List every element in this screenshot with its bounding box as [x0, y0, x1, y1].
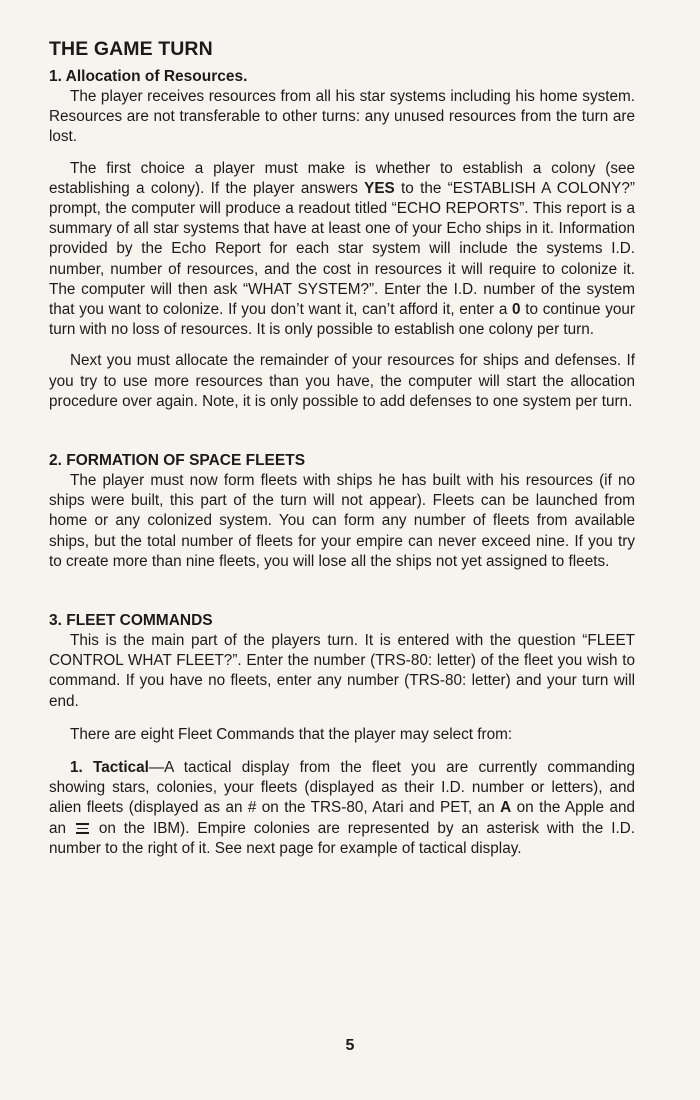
section-heading-commands: 3. FLEET COMMANDS	[49, 612, 213, 630]
tactical-paragraph	[49, 758, 635, 859]
tactical-part-a: —A tactical display from the fleet you are currently commanding showing stars, colonies, your fleets (displayed as their I.D. number or letters), and alien fleets (displayed as an # on the TRS-80, Atari and PET, an	[49, 759, 636, 817]
allocation-p2-part-b: to the “ESTABLISH A COLONY?” prompt, the computer will produce a readout titled “ECHO REPORTS”. This report is a summary of all star systems that have at least one of your Echo ships in it. Information provided by the Echo Report for each star system will include the systems I.D. number, number of resources, and the cost in resources it will require to colonize it. The computer will then ask “WHAT SYSTEM?”. Enter the I.D. number of the system that you want to colonize. If you don’t want it, can’t afford it, enter a	[49, 179, 635, 319]
commands-paragraph-1: This is the main part of the players turn. It is entered with the question “FLEET CONTROL WHAT FLEET?”. Enter the number (TRS-80: letter) of the fleet you wish to command. If you have no fleets, enter any number (TRS-80: letter) and your turn will end.	[49, 632, 635, 710]
zero-keyword: 0	[512, 301, 521, 319]
allocation-paragraph-1: The player receives resources from all his star systems including his home system. Resources are not transferable to other turns: any unused resources from the turn are lost.	[49, 88, 635, 146]
ibm-alien-icon	[76, 823, 89, 834]
apple-alien-symbol: A	[500, 799, 512, 817]
section-heading-formation: 2. FORMATION OF SPACE FLEETS	[49, 452, 306, 470]
page-number: 5	[345, 1037, 355, 1054]
tactical-label: 1. Tactical	[70, 759, 149, 777]
section-heading-allocation: 1. Allocation of Resources.	[49, 68, 248, 85]
commands-paragraph-2: There are eight Fleet Commands that the player may select from:	[70, 725, 513, 743]
tactical-part-b: on the Apple and an	[49, 799, 635, 837]
page-content	[49, 38, 635, 859]
formation-paragraph-1: The player must now form fleets with ships he has built with his resources (if no ships were built, this part of the turn will not appear). Fleets can be launched from home or any colonized system. You can form any number of fleets from available ships, but the total number of fleets for your empire can never exceed nine. If you try to create more than nine fleets, you will lose all the ships not yet assigned to fleets.	[49, 472, 635, 570]
allocation-paragraph-3: Next you must allocate the remainder of your resources for ships and defenses. If you try to use more resources than you have, the computer will start the allocation procedure over again. Note, it is only possible to add defenses to one system per turn.	[49, 352, 635, 410]
tactical-part-c: on the IBM). Empire colonies are represented by an asterisk with the I.D. number to the right of it. See next page for example of tactical display.	[49, 819, 636, 857]
allocation-paragraph-2	[49, 159, 635, 341]
yes-keyword: YES	[364, 179, 395, 197]
allocation-p2-part-a: The first choice a player must make is whether to establish a colony (see establishing a colony). If the player answers	[49, 159, 635, 197]
allocation-p2-part-c: to continue your turn with no loss of resources. It is only possible to establish one colony per turn.	[49, 301, 635, 339]
page-title: THE GAME TURN	[49, 38, 213, 60]
